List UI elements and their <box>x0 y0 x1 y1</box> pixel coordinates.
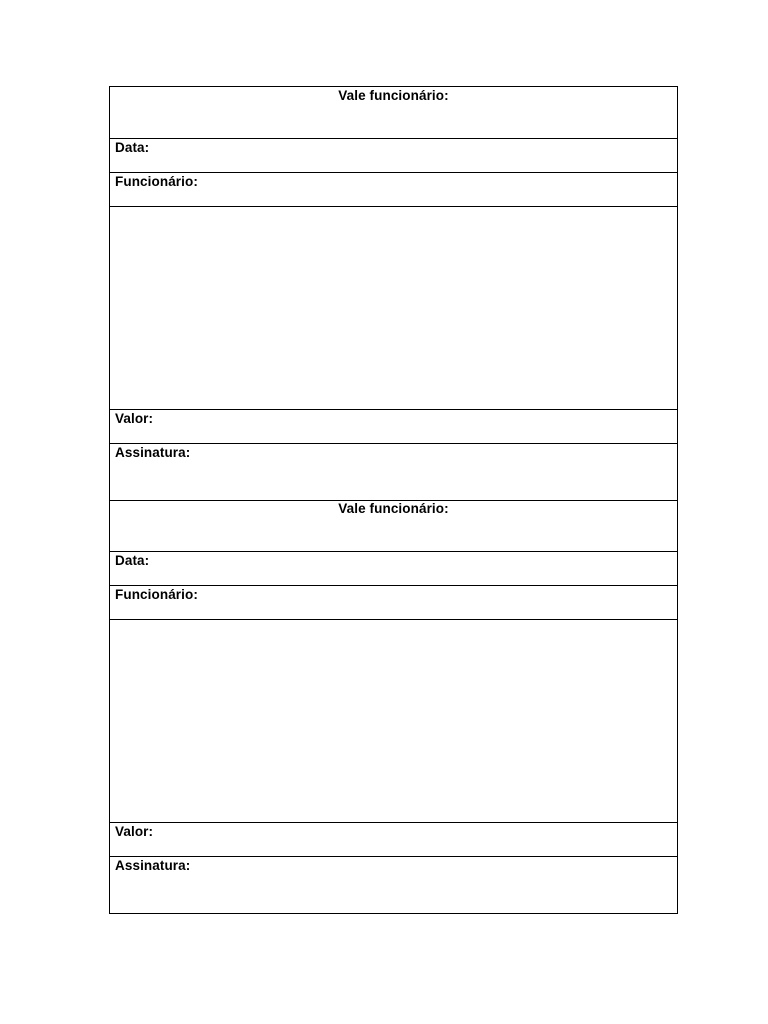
employee-field <box>110 586 677 620</box>
voucher-form <box>109 500 678 914</box>
employee-label: Funcionário: <box>115 587 198 602</box>
value-field <box>110 410 677 444</box>
date-field <box>110 139 677 173</box>
date-label: Data: <box>115 140 150 155</box>
voucher-form <box>109 86 678 501</box>
voucher-title-row <box>110 87 677 139</box>
description-area <box>110 620 677 823</box>
employee-label: Funcionário: <box>115 174 198 189</box>
signature-field <box>110 444 677 501</box>
description-area <box>110 207 677 410</box>
employee-field <box>110 173 677 207</box>
value-field <box>110 823 677 857</box>
signature-label: Assinatura: <box>115 445 191 460</box>
signature-label: Assinatura: <box>115 858 191 873</box>
voucher-title: Vale funcionário: <box>338 501 449 516</box>
signature-field <box>110 857 677 914</box>
voucher-title: Vale funcionário: <box>338 88 449 103</box>
date-label: Data: <box>115 553 150 568</box>
date-field <box>110 552 677 586</box>
value-label: Valor: <box>115 824 154 839</box>
value-label: Valor: <box>115 411 154 426</box>
voucher-title-row <box>110 500 677 552</box>
